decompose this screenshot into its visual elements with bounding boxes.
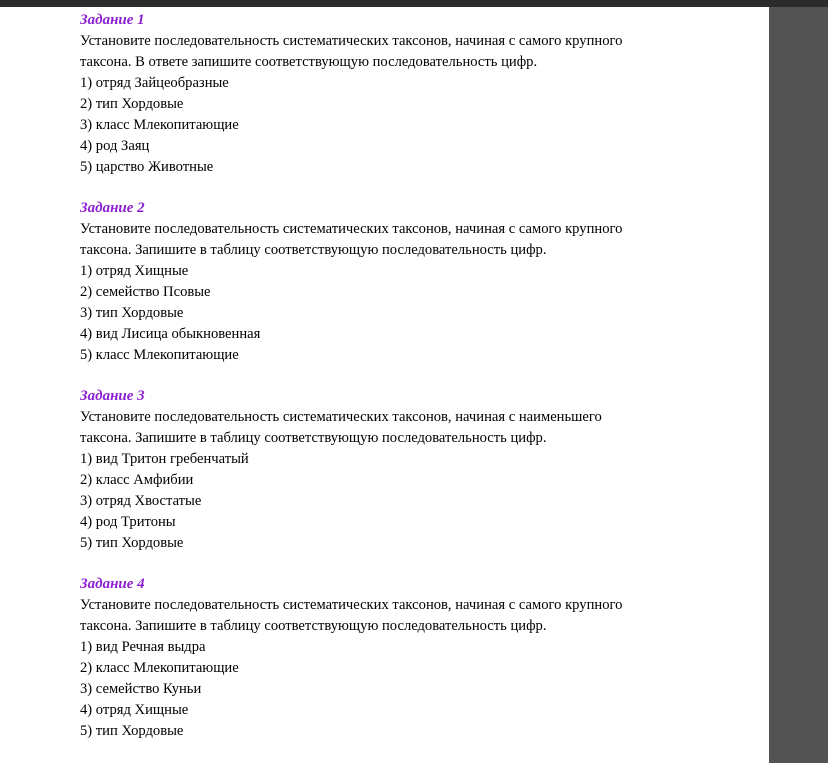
task-3	[80, 386, 760, 554]
task-option: 5) царство Животные	[80, 159, 214, 175]
task-option: 2) класс Млекопитающие	[80, 660, 239, 676]
task-instruction: Установите последовательность систематических таксонов, начиная с самого крупного	[80, 221, 623, 237]
task-option: 4) отряд Хищные	[80, 702, 189, 718]
task-option: 1) отряд Хищные	[80, 263, 189, 279]
task-option: 1) отряд Зайцеобразные	[80, 75, 229, 91]
task-option: 4) род Заяц	[80, 138, 150, 154]
document-content	[80, 10, 760, 762]
task-title: Задание 2	[80, 200, 145, 216]
task-option: 2) класс Амфибии	[80, 472, 194, 488]
task-instruction: таксона. Запишите в таблицу соответствующую последовательность цифр.	[80, 242, 547, 258]
task-instruction: таксона. Запишите в таблицу соответствующую последовательность цифр.	[80, 618, 547, 634]
task-instruction: Установите последовательность систематических таксонов, начиная с самого крупного	[80, 33, 623, 49]
task-title: Задание 1	[80, 12, 145, 28]
viewer-side-panel	[769, 7, 828, 763]
task-4	[80, 574, 760, 742]
task-option: 5) тип Хордовые	[80, 535, 184, 551]
task-option: 4) род Тритоны	[80, 514, 176, 530]
task-instruction: Установите последовательность систематических таксонов, начиная с самого крупного	[80, 597, 623, 613]
task-option: 3) тип Хордовые	[80, 305, 184, 321]
task-option: 3) класс Млекопитающие	[80, 117, 239, 133]
task-1	[80, 10, 760, 178]
task-instruction: таксона. Запишите в таблицу соответствующую последовательность цифр.	[80, 430, 547, 446]
document-page	[0, 7, 769, 763]
task-option: 4) вид Лисица обыкновенная	[80, 326, 261, 342]
task-instruction: таксона. В ответе запишите соответствующую последовательность цифр.	[80, 54, 538, 70]
task-option: 2) тип Хордовые	[80, 96, 184, 112]
task-title: Задание 4	[80, 576, 145, 592]
task-option: 5) тип Хордовые	[80, 723, 184, 739]
task-option: 2) семейство Псовые	[80, 284, 211, 300]
task-2	[80, 198, 760, 366]
task-option: 5) класс Млекопитающие	[80, 347, 239, 363]
task-instruction: Установите последовательность систематических таксонов, начиная с наименьшего	[80, 409, 602, 425]
viewer-top-bar	[0, 0, 828, 7]
task-option: 1) вид Тритон гребенчатый	[80, 451, 249, 467]
task-option: 1) вид Речная выдра	[80, 639, 206, 655]
task-title: Задание 3	[80, 388, 145, 404]
task-option: 3) отряд Хвостатые	[80, 493, 202, 509]
task-option: 3) семейство Куньи	[80, 681, 202, 697]
